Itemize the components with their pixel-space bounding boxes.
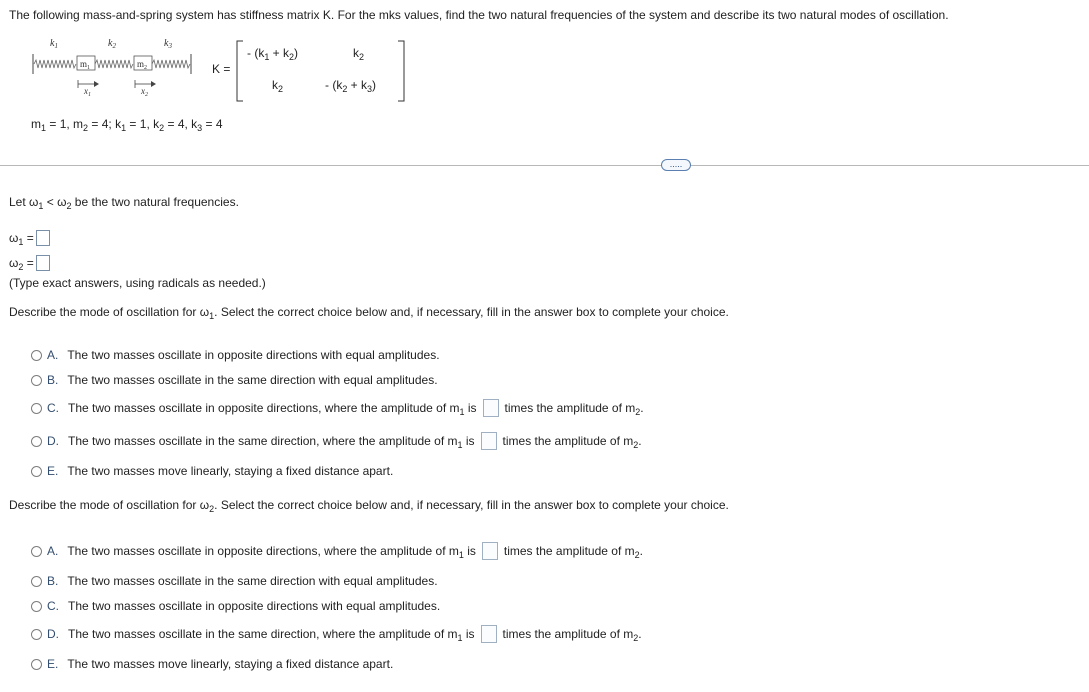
problem-statement: The following mass-and-spring system has stiffness matrix K. For the mks values, find the two natural frequencies of the system and describe its two natural modes of oscillation. (9, 8, 949, 22)
matrix-bracket-right (396, 40, 406, 102)
omega1-row (9, 230, 50, 246)
q1-option-b-radio[interactable] (31, 375, 42, 386)
answer-hint: (Type exact answers, using radicals as needed.) (9, 276, 266, 290)
q1-option-c[interactable]: C. The two masses oscillate in opposite directions, where the amplitude of $m_1$ is times the amplitude of $m_2$. (31, 399, 644, 417)
q1-option-d-radio[interactable] (31, 436, 42, 447)
matrix-cell-12: $k_2$ (353, 46, 365, 62)
omega2-row (9, 255, 50, 271)
given-values: $m_1 = 1$, $m_2 = 4$; $k_1 = 1$, $k_2 = 4$, $k_3 = 4$ (31, 117, 223, 133)
more-button[interactable]: ..... (661, 159, 691, 171)
q2-option-a[interactable]: A. The two masses oscillate in opposite directions, where the amplitude of $m_1$ is times the amplitude of $m_2$. (31, 542, 643, 560)
q2-option-b[interactable]: B. The two masses oscillate in the same direction with equal amplitudes. (31, 574, 438, 588)
omega2-input[interactable] (36, 255, 50, 271)
spring-k1-label: $k_1$ (50, 38, 58, 50)
displacement-x1-arrow (78, 80, 99, 88)
q2-option-b-radio[interactable] (31, 576, 42, 587)
mass-m1-label: $m_1$ (80, 59, 91, 71)
q1-option-e[interactable]: E. The two masses move linearly, staying a fixed distance apart. (31, 464, 393, 478)
q2-option-e[interactable]: E. The two masses move linearly, staying a fixed distance apart. (31, 657, 393, 671)
spring-k1 (34, 60, 76, 68)
matrix-cell-22: - $(k_2 + k_3)$ (325, 78, 377, 94)
q1-option-e-radio[interactable] (31, 466, 42, 477)
q1-option-b[interactable]: B. The two masses oscillate in the same direction with equal amplitudes. (31, 373, 438, 387)
spring-k3-label: $k_3$ (164, 38, 172, 50)
mass-spring-diagram (30, 30, 220, 100)
q2-prompt: Describe the mode of oscillation for $\omega_2$. Select the correct choice below and, if necessary, fill in the answer box to complete your choice. (9, 498, 729, 514)
q1-option-c-radio[interactable] (31, 403, 42, 414)
q2-option-a-input[interactable] (482, 542, 498, 560)
omega1-label: $\omega_1$ = (9, 231, 34, 247)
displacement-x2-label: $x_2$ (141, 86, 148, 98)
displacement-x2-arrow (135, 80, 156, 88)
q1-option-a-radio[interactable] (31, 350, 42, 361)
omega1-input[interactable] (36, 230, 50, 246)
q2-option-d-radio[interactable] (31, 629, 42, 640)
matrix-bracket-left (235, 40, 245, 102)
q1-prompt: Describe the mode of oscillation for $\omega_1$. Select the correct choice below and, if necessary, fill in the answer box to complete your choice. (9, 305, 729, 321)
spring-k3 (152, 60, 190, 68)
q2-option-a-radio[interactable] (31, 546, 42, 557)
q2-option-d-input[interactable] (481, 625, 497, 643)
q1-option-a[interactable]: A. The two masses oscillate in opposite directions with equal amplitudes. (31, 348, 440, 362)
q2-option-d[interactable]: D. The two masses oscillate in the same direction, where the amplitude of $m_1$ is times the amplitude of $m_2$. (31, 625, 642, 643)
spring-k2 (95, 60, 133, 68)
q1-option-c-input[interactable] (483, 399, 499, 417)
matrix-label: K = (212, 62, 231, 76)
displacement-x1-label: $x_1$ (84, 86, 91, 98)
q2-option-c-radio[interactable] (31, 601, 42, 612)
matrix-cell-11: - $(k_1 + k_2)$ (247, 46, 299, 62)
spring-k2-label: $k_2$ (108, 38, 116, 50)
q2-option-c[interactable]: C. The two masses oscillate in opposite directions with equal amplitudes. (31, 599, 440, 613)
omega2-label: $\omega_2$ = (9, 256, 34, 272)
q2-option-e-radio[interactable] (31, 659, 42, 670)
matrix-cell-21: $k_2$ (272, 78, 284, 94)
mass-m2-label: $m_2$ (137, 59, 148, 71)
section-divider (0, 165, 1089, 166)
q1-option-d[interactable]: D. The two masses oscillate in the same direction, where the amplitude of $m_1$ is times the amplitude of $m_2$. (31, 432, 642, 450)
let-frequencies-text: Let $\omega_1 < \omega_2$ be the two natural frequencies. (9, 195, 239, 211)
q1-option-d-input[interactable] (481, 432, 497, 450)
